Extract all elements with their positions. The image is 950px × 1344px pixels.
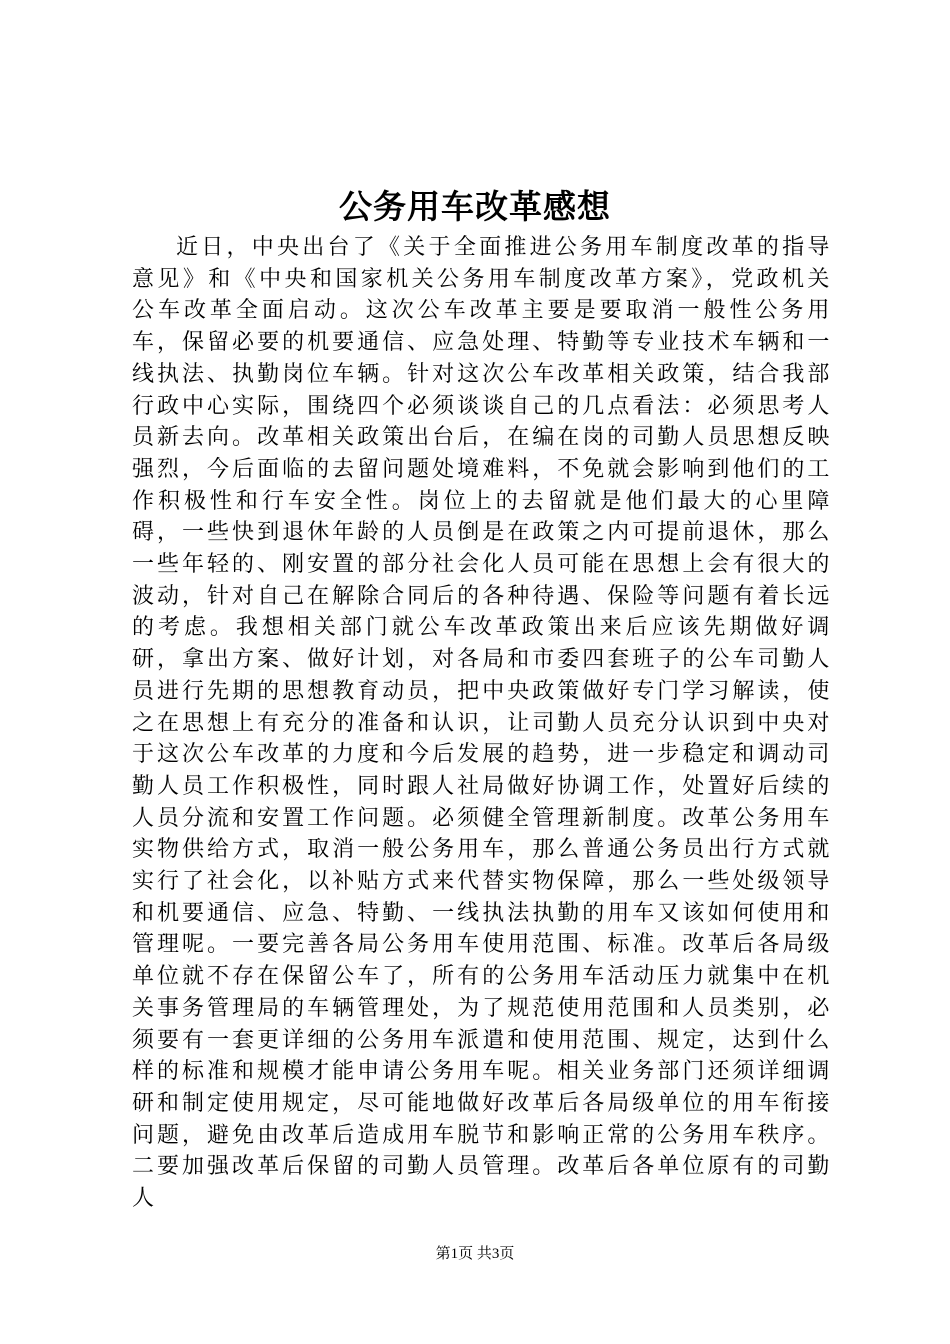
document-title: 公务用车改革感想 bbox=[339, 187, 611, 226]
page-footer: 第1页 共3页 bbox=[435, 1246, 515, 1262]
document-body-paragraph: 近日，中央出台了《关于全面推进公务用车制度改革的指导意见》和《中央和国家机关公务用车制度改革方案》，党政机关公车改革全面启动。这次公车改革主要是要取消一般性公务用车，保留必要的机要通信、应急处理、特勤等专业技术车辆和一线执法、执勤岗位车辆。针对这次公车改革相关政策，结合我部行政中心实际，围绕四个必须谈谈自己的几点看法：必须思考人员新去向。改革相关政策出台后，在编在岗的司勤人员思想反映强烈，今后面临的去留问题处境难料，不免就会影响到他们的工作积极性和行车安全性。岗位上的去留就是他们最大的心里障碍，一些快到退休年龄的人员倒是在政策之内可提前退休，那么一些年轻的、刚安置的部分社会化人员可能在思想上会有很大的波动，针对自己在解除合同后的各种待遇、保险等问题有着长远的考虑。我想相关部门就公车改革政策出来后应该先期做好调研，拿出方案、做好计划，对各局和市委四套班子的公车司勤人员进行先期的思想教育动员，把中央政策做好专门学习解读，使之在思想上有充分的准备和认识，让司勤人员充分认识到中央对于这次公车改革的力度和今后发展的趋势，进一步稳定和调动司勤人员工作积极性，同时跟人社局做好协调工作，处置好后续的人员分流和安置工作问题。必须健全管理新制度。改革公务用车实物供给方式，取消一般公务用车，那么普通公务员出行方式就实行了社会化，以补贴方式来代替实物保障，那么一些处级领导和机要通信、应急、特勤、一线执法执勤的用车又该如何使用和管理呢。一要完善各局公务用车使用范围、标准。改革后各局级单位就不存在保留公车了，所有的公务用车活动压力就集中在机关事务管理局的车辆管理处，为了规范使用范围和人员类别，必须要有一套更详细的公务用车派遣和使用范围、规定，达到什么样的标准和规模才能申请公务用车呢。相关业务部门还须详细调研和制定使用规定，尽可能地做好改革后各局级单位的用车衔接问题，避免由改革后造成用车脱节和影响正常的公务用车秩序。二要加强改革后保留的司勤人员管理。改革后各单位原有的司勤人 bbox=[132, 235, 832, 1212]
